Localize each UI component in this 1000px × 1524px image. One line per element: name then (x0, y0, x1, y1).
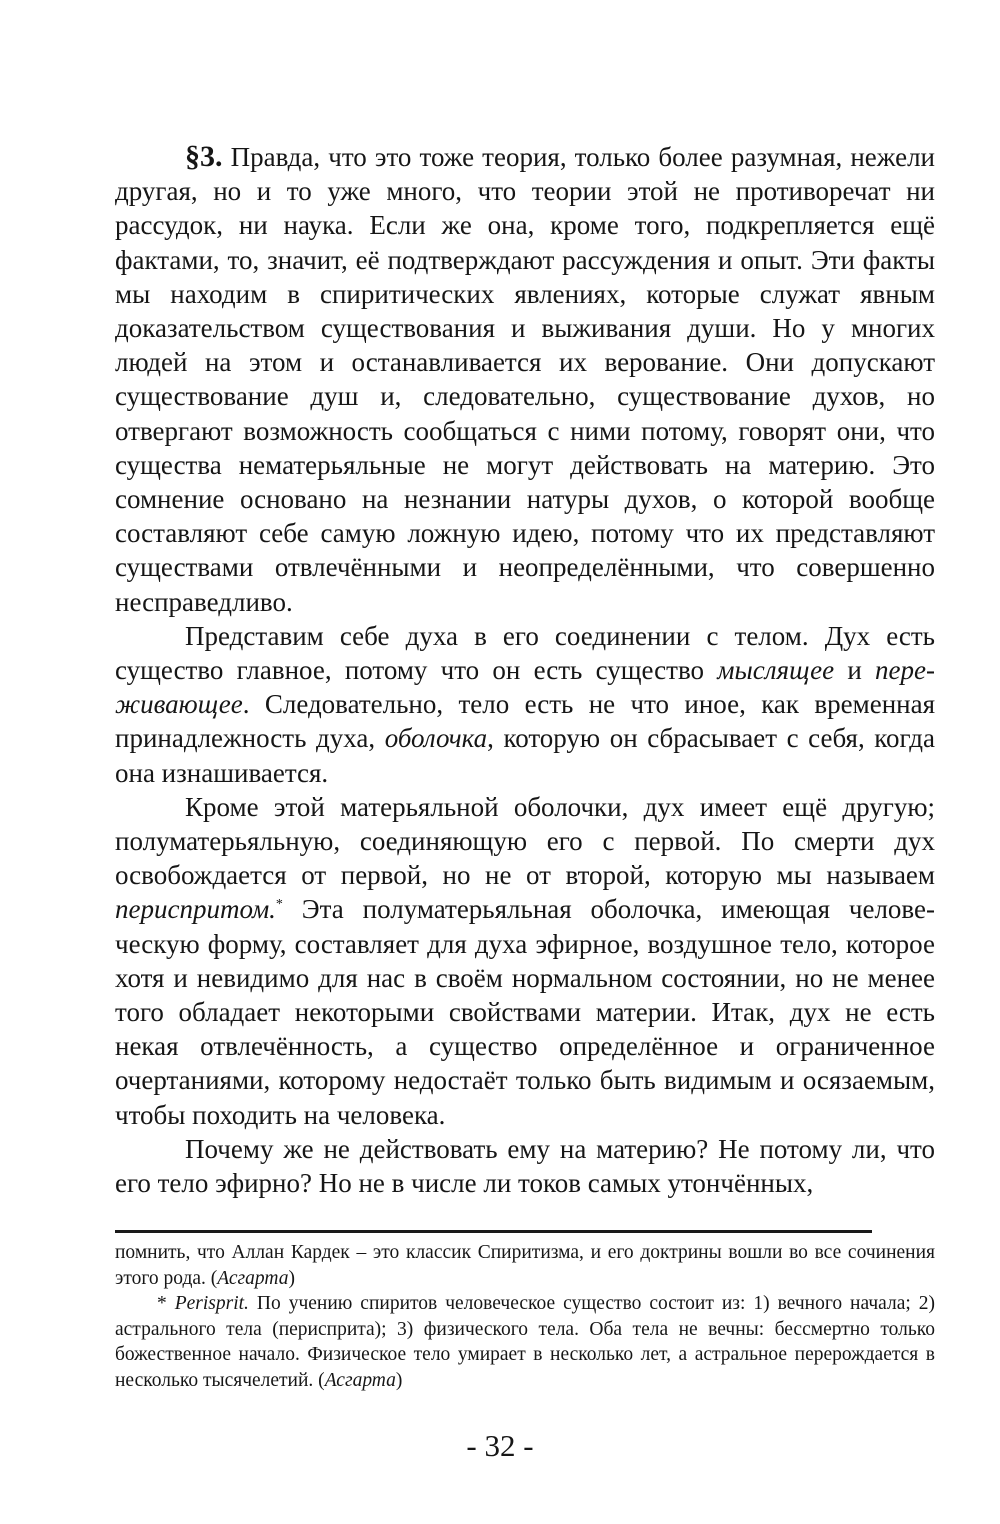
italic-term-perisprit: периспритом. (115, 894, 276, 925)
paragraph-4 (115, 1132, 935, 1200)
paragraph-1 (115, 140, 935, 619)
section-number: §3. (185, 140, 223, 173)
paragraph-3-text-a: Кроме этой матерьяльной оболочки, дух имеет ещё другую; полуматерьяльную, соединяющую его с первой. По смерти дух освобождается от первой, но не от второй, которую мы называем (115, 791, 935, 891)
footnote-2-term: Perisprit. (174, 1293, 249, 1314)
footnote-marker: * (275, 897, 283, 913)
paragraph-4-text: Почему же не действовать ему на материю? Не потому ли, что его тело эфирно? Но не в числе ли токов самых утончённых, (115, 1133, 935, 1199)
paragraph-2-text-b: и (834, 655, 876, 686)
footnote-2-marker: * (157, 1293, 167, 1314)
paragraph-2-text-a: Представим себе духа в его соединении с телом. Дух есть существо главное, потому что он есть существо (115, 620, 935, 686)
italic-term-feeling: переживающее (115, 655, 935, 720)
paragraph-1-text: Правда, что это тоже теория, только более разумная, нежели другая, но и то уже много, что теории этой не противоречат ни рассудок, ни наука. Если же она, кроме того, подкрепляется ещё фактами, то, значит, её подтверждают рассуждения и опыт. Эти факты мы находим в спиритических явлениях, которые служат явным доказательством существования и выживания души. Но у многих людей на этом и останавливается их верование. Они допускают существование душ и, следовательно, существование духов, но отвергают возможность сообщаться с ними потому, говорят они, что существа нематерьяльные не могут действовать на материю. Это сомнение основано на незнании натуры духов, о которой вообще составляют себе самую ложную идею, потому что их представляют существами отвлечёнными и неопределёнными, что совершенно несправедливо. (115, 142, 935, 617)
paragraph-2-text-c: . Следовательно, тело есть не что иное, как временная принадлежность духа, (115, 689, 935, 754)
italic-term-thinking: мыслящее (717, 655, 835, 686)
paragraph-2 (115, 619, 935, 790)
page-number: - 32 - (466, 1428, 534, 1463)
footnote-1-source: Асгарта (217, 1267, 289, 1289)
footnote-divider (115, 1230, 872, 1233)
paragraph-2-text-d: , которую он сбрасывает с себя, когда она изнашивается. (115, 723, 935, 788)
footnotes (115, 1240, 935, 1393)
footnote-2-source: Асгарта (324, 1369, 396, 1391)
paragraph-3-text-b: Эта полуматерьяльная оболочка, имеющая человеческую форму, составляет для духа эфирное, воздушное тело, которое хотя и невидимо для нас в своём нормальном состоянии, но не менее того обладает некоторыми свойствами материи. Итак, дух не есть некая отвлечённость, а существо определённое и ограниченное очертаниями, которому недостаёт только быть видимым и осязаемым, чтобы походить на человека. (115, 894, 935, 1130)
footnote-1-text: помнить, что Аллан Кардек – это классик Спиритизма, и его доктрины вошли во все сочинения этого рода. ( (115, 1242, 935, 1289)
paragraph-3 (115, 790, 935, 1132)
main-text (115, 140, 935, 1200)
footnote-continued (115, 1240, 935, 1291)
footnote-2-close: ) (395, 1369, 403, 1391)
footnote-1-close: ) (288, 1267, 295, 1289)
italic-term-shell: оболочка (384, 723, 488, 754)
footnote-2-text: По учению спиритов человеческое существо состоит из: 1) вечного начала; 2) астрального тела (перисприта); 3) физического тела. Оба тела не вечны: бессмертно только божественное начало. Физическое тело умирает в несколько лет, а астральное перерождается в несколько тысячелетий. ( (115, 1293, 936, 1391)
footnote-perisprit (115, 1291, 935, 1393)
